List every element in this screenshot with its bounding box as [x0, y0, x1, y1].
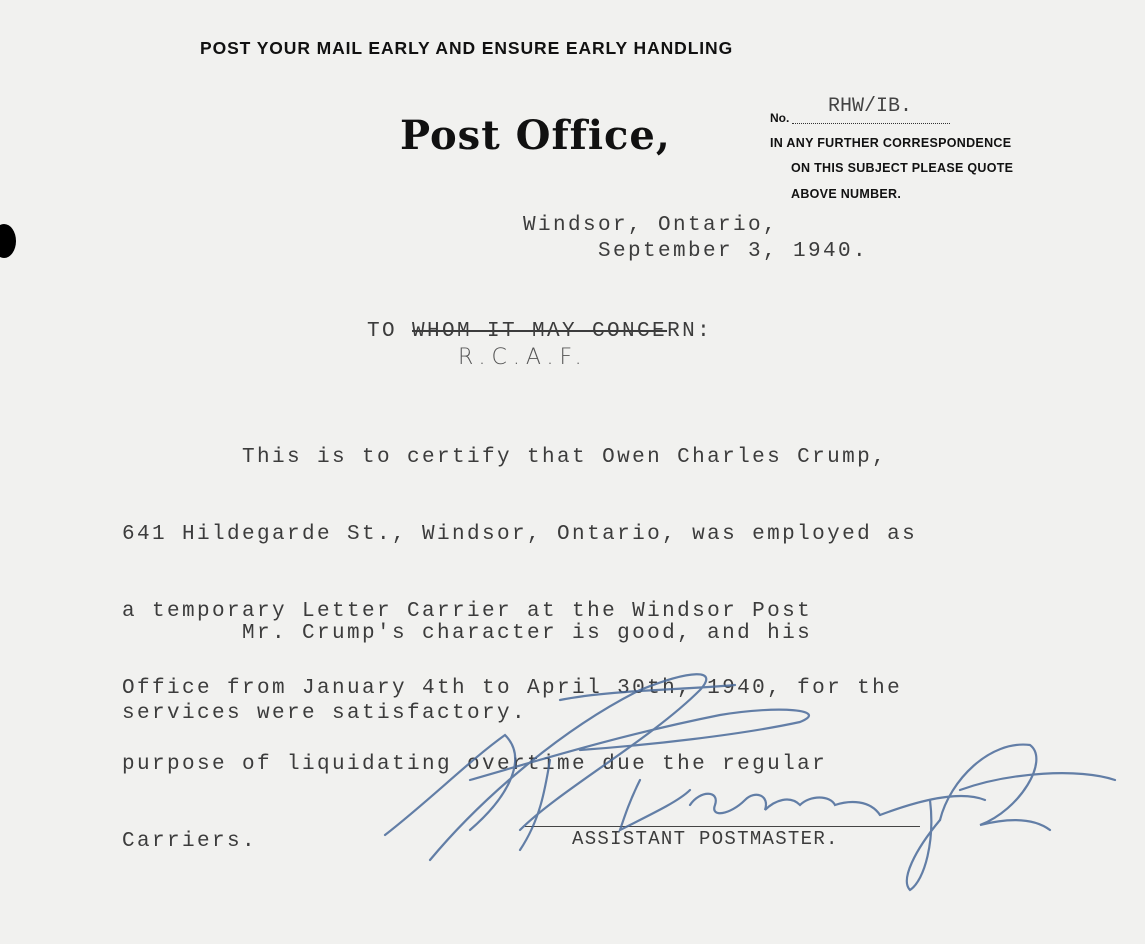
- salutation-prefix: TO: [367, 320, 413, 343]
- body-line: Carriers.: [122, 830, 258, 854]
- signatory-title: ASSISTANT POSTMASTER.: [572, 828, 839, 850]
- letter-place: Windsor, Ontario,: [523, 214, 779, 237]
- body-line: Office from January 4th to April 30th, 1940, for the: [122, 676, 903, 700]
- reference-note-line-2: ON THIS SUBJECT PLEASE QUOTE: [791, 161, 1014, 175]
- body-line: This is to certify that Owen Charles Crump,: [122, 446, 888, 470]
- letter-date: September 3, 1940.: [598, 240, 869, 263]
- body-line: purpose of liquidating overtime due the regular: [122, 753, 828, 777]
- reference-number: RHW/IB.: [828, 95, 913, 118]
- reference-note-line-1: IN ANY FURTHER CORRESPONDENCE: [770, 136, 1012, 150]
- reference-number-label: No.: [770, 111, 790, 125]
- letterhead-slogan: POST YOUR MAIL EARLY AND ENSURE EARLY HANDLING: [200, 38, 734, 58]
- letterhead-title: Post Office,: [400, 112, 671, 159]
- body-line: services were satisfactory.: [122, 701, 528, 725]
- salutation-struck-text: WHOM IT MAY CONCE: [412, 320, 668, 343]
- body-line: 641 Hildegarde St., Windsor, Ontario, was employed as: [122, 522, 918, 546]
- salutation-suffix: RN:: [667, 320, 713, 343]
- handwritten-annotation: R.C.A.F.: [458, 345, 588, 370]
- body-line: Mr. Crump's character is good, and his: [122, 622, 813, 645]
- body-line: a temporary Letter Carrier at the Windsor Post: [122, 599, 813, 623]
- reference-note-line-3: ABOVE NUMBER.: [791, 187, 902, 201]
